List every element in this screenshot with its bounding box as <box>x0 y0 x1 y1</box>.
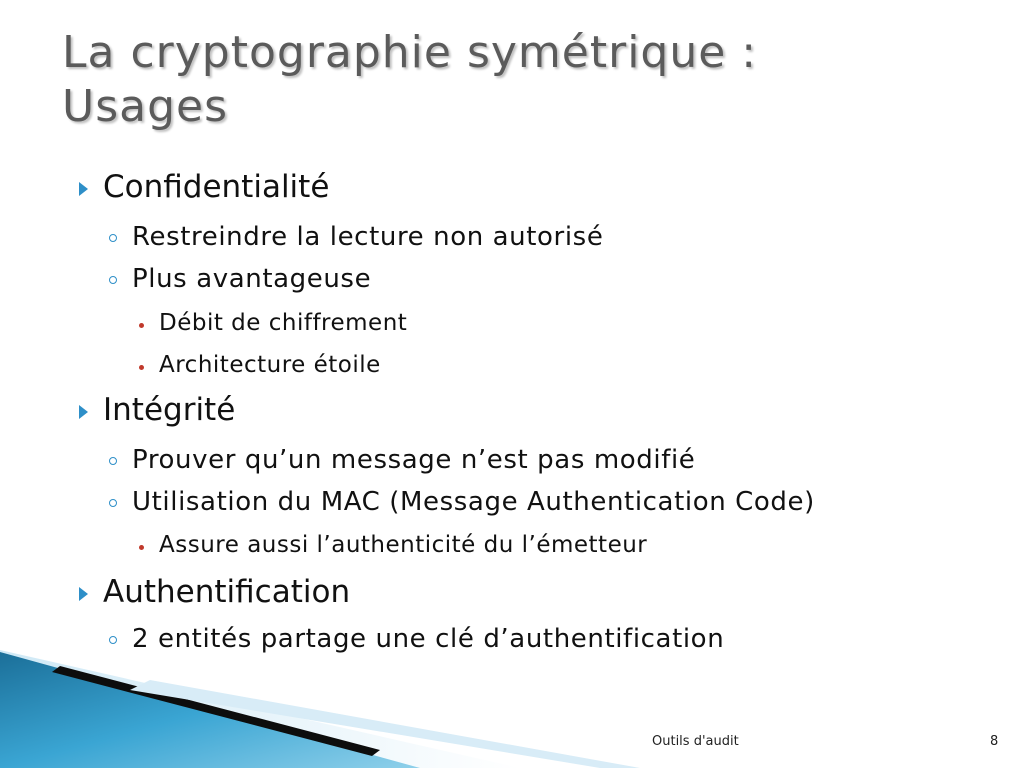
triangle-bullet-icon <box>79 587 88 601</box>
bullet-utilisation-mac: Utilisation du MAC (Message Authentication Code) <box>132 487 815 517</box>
page-number: 8 <box>990 734 999 749</box>
ring-bullet-icon <box>109 636 117 644</box>
dot-bullet-icon <box>139 545 144 550</box>
bullet-confidentialite: Confidentialité <box>103 169 330 205</box>
ring-bullet-icon <box>109 276 117 284</box>
bullet-debit: Débit de chiffrement <box>159 310 408 336</box>
bullet-assure: Assure aussi l’authenticité du l’émetteur <box>159 532 648 558</box>
ring-bullet-icon <box>109 499 117 507</box>
triangle-bullet-icon <box>79 405 88 419</box>
bullet-integrite: Intégrité <box>103 392 236 428</box>
ring-bullet-icon <box>109 234 117 242</box>
bullet-plus-avantageuse: Plus avantageuse <box>132 264 372 294</box>
triangle-bullet-icon <box>79 182 88 196</box>
ring-bullet-icon <box>109 457 117 465</box>
bullet-entites: 2 entités partage une clé d’authentification <box>132 624 725 654</box>
dot-bullet-icon <box>139 365 144 370</box>
footer-text: Outils d'audit <box>652 734 739 749</box>
bullet-authentification: Authentification <box>103 574 351 610</box>
bullet-architecture: Architecture étoile <box>159 352 381 378</box>
title-line-2: Usages <box>62 81 229 132</box>
bullet-restreindre: Restreindre la lecture non autorisé <box>132 222 604 252</box>
title-line-1: La cryptographie symétrique : <box>62 27 758 78</box>
bullet-prouver: Prouver qu’un message n’est pas modifié <box>132 445 696 475</box>
dot-bullet-icon <box>139 323 144 328</box>
